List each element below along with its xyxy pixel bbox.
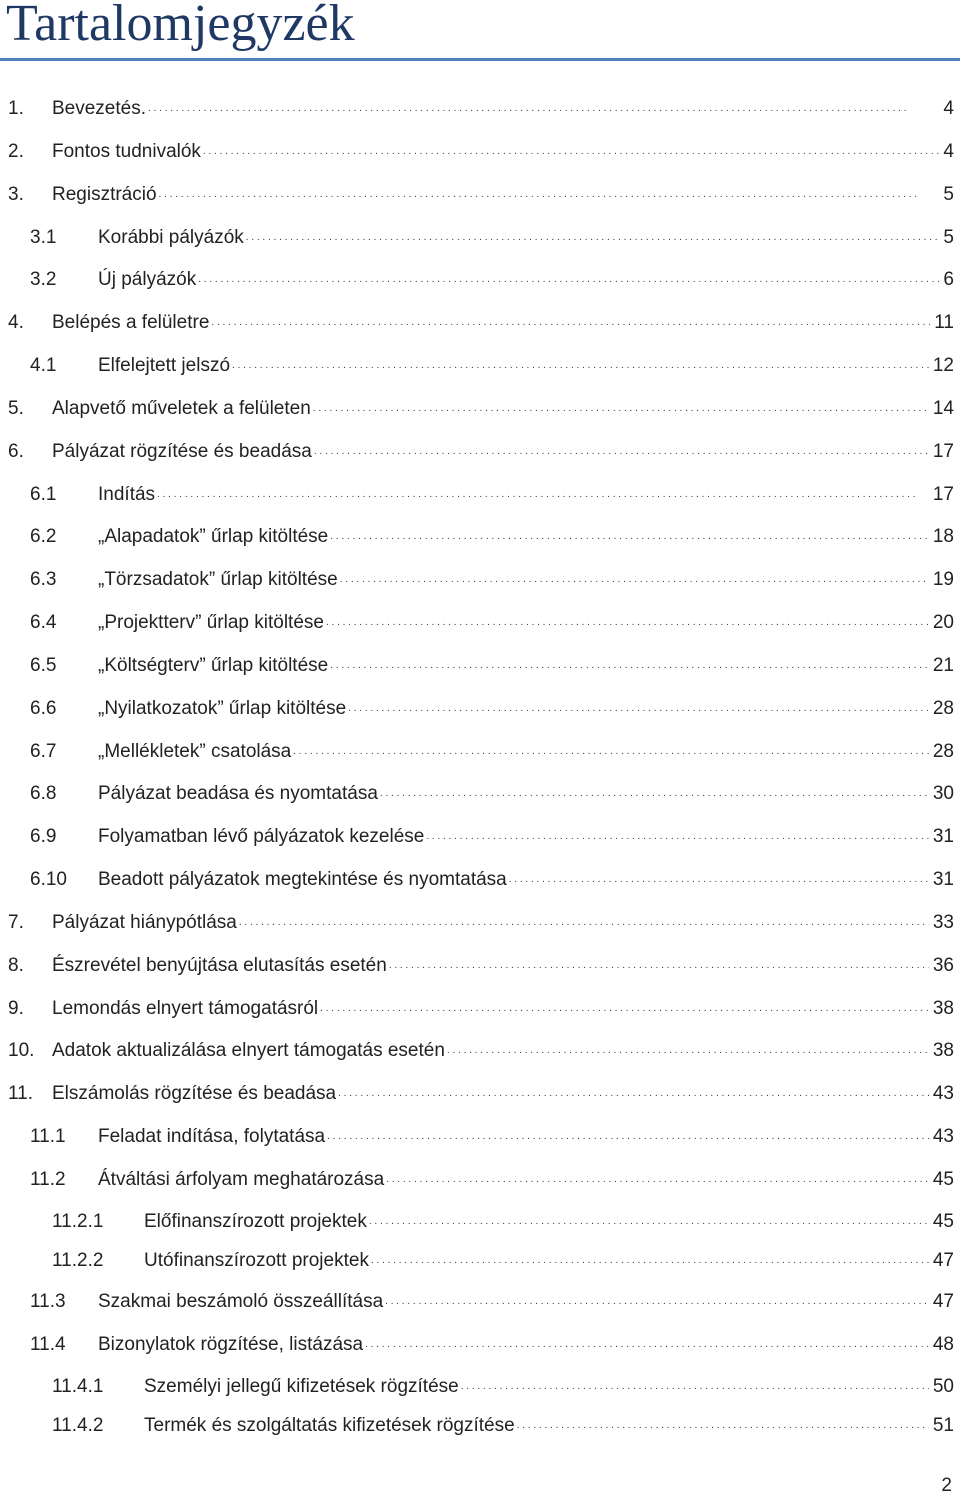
toc-entry-label: Pályázat hiánypótlása [52, 911, 237, 933]
dot-leader [426, 820, 929, 854]
toc-entry-number: 11.4.1 [52, 1376, 104, 1398]
toc-entry-page: 47 [932, 1291, 954, 1313]
dot-leader [203, 135, 940, 169]
dot-leader [369, 1205, 929, 1239]
dot-leader [313, 392, 929, 426]
dot-leader [239, 906, 929, 940]
toc-entry-page: 36 [932, 954, 954, 976]
toc-entry-label: Folyamatban lévő pályázatok kezelése [98, 826, 425, 848]
toc-entry-label: Beadott pályázatok megtekintése és nyomtatása [98, 869, 507, 891]
toc-entry-number: 11.2 [30, 1168, 66, 1190]
toc-entry-page: 31 [932, 826, 954, 848]
toc-entry-label: Elfelejtett jelszó [98, 355, 231, 377]
toc-entry[interactable] [0, 1409, 960, 1443]
toc-entry-page: 43 [932, 1083, 954, 1105]
toc-entry-number: 6.6 [30, 697, 57, 719]
toc-entry[interactable] [0, 221, 960, 255]
toc-entry-page: 18 [932, 526, 954, 548]
dot-leader [348, 692, 929, 726]
toc-entry-label: Új pályázók [98, 269, 197, 291]
toc-entry[interactable] [0, 692, 960, 726]
toc-entry-label: Szakmai beszámoló összeállítása [98, 1291, 384, 1313]
toc-entry-number: 3. [8, 183, 24, 205]
toc-entry-page: 33 [932, 911, 954, 933]
toc-entry-page: 20 [932, 612, 954, 634]
toc-entry-label: Pályázat beadása és nyomtatása [98, 783, 378, 805]
toc-entry[interactable] [0, 1120, 960, 1154]
dot-leader [447, 1034, 929, 1068]
toc-entry-label: Korábbi pályázók [98, 226, 244, 248]
toc-entry-label: „Költségterv” űrlap kitöltése [98, 654, 329, 676]
toc-entry-number: 6.4 [30, 612, 57, 634]
toc-entry[interactable] [0, 1328, 960, 1362]
toc-entry[interactable] [0, 563, 960, 597]
toc-entry-number: 7. [8, 911, 24, 933]
toc-entry-page: 45 [932, 1210, 954, 1232]
toc-entry-label: Lemondás elnyert támogatásról [52, 997, 319, 1019]
toc-entry-page: 47 [932, 1249, 954, 1271]
toc-entry[interactable] [0, 1285, 960, 1319]
toc-entry[interactable] [0, 949, 960, 983]
toc-entry[interactable] [0, 478, 960, 512]
toc-entry-label: Észrevétel benyújtása elutasítás esetén [52, 954, 387, 976]
footer-page-number: 2 [941, 1475, 952, 1496]
toc-entry[interactable] [0, 1163, 960, 1197]
toc-entry-page: 14 [932, 397, 954, 419]
toc-entry-number: 5. [8, 397, 24, 419]
dot-leader [330, 649, 929, 683]
toc-entry-number: 11.2.1 [52, 1210, 104, 1232]
toc-entry-page: 17 [932, 483, 954, 505]
toc-entry[interactable] [0, 992, 960, 1026]
toc-entry[interactable] [0, 1034, 960, 1068]
toc-entry-number: 4. [8, 312, 24, 334]
toc-entry-page: 5 [943, 226, 954, 248]
toc-entry-page: 48 [932, 1334, 954, 1356]
toc-entry[interactable] [0, 735, 960, 769]
toc-entry-number: 6.10 [30, 869, 67, 891]
toc-entry[interactable] [0, 1077, 960, 1111]
toc-entry-number: 8. [8, 954, 24, 976]
toc-entry-page: 6 [943, 269, 954, 291]
toc-entry-number: 6.1 [30, 483, 57, 505]
dot-leader [517, 1409, 929, 1443]
toc-entry[interactable] [0, 863, 960, 897]
toc-entry-label: Pályázat rögzítése és beadása [52, 440, 312, 462]
toc-entry-page: 5 [943, 183, 954, 205]
toc-entry[interactable] [0, 178, 960, 212]
dot-leader [211, 306, 930, 340]
dot-leader [314, 435, 929, 469]
toc-entry-number: 9. [8, 997, 24, 1019]
toc-entry-page: 4 [943, 98, 954, 119]
toc-entry-page: 11 [934, 312, 954, 334]
dot-leader [148, 92, 939, 126]
toc-entry-number: 2. [8, 140, 24, 162]
toc-entry-number: 3.2 [30, 269, 57, 291]
toc-entry[interactable] [0, 1205, 960, 1239]
toc-entry-page: 30 [932, 783, 954, 805]
toc-entry[interactable] [0, 92, 960, 126]
toc-entry[interactable] [0, 649, 960, 683]
dot-leader [159, 178, 940, 212]
page-title: Tartalomjegyzék [6, 0, 355, 52]
toc-entry-number: 11.4 [30, 1334, 66, 1356]
toc-entry-number: 11.2.2 [52, 1249, 104, 1271]
toc-entry-page: 17 [932, 440, 954, 462]
toc-entry-page: 50 [932, 1376, 954, 1398]
toc-entry-label: Elszámolás rögzítése és beadása [52, 1083, 337, 1105]
toc-entry-page: 19 [932, 569, 954, 591]
toc-entry[interactable] [0, 263, 960, 297]
dot-leader [246, 221, 940, 255]
toc-entry-label: Regisztráció [52, 183, 157, 205]
toc-entry-label: Alapvető műveletek a felületen [52, 397, 311, 419]
dot-leader [380, 777, 929, 811]
toc-entry[interactable] [0, 777, 960, 811]
dot-leader [386, 1163, 929, 1197]
toc-entry-label: „Mellékletek” csatolása [98, 740, 292, 762]
toc-entry[interactable] [0, 306, 960, 340]
toc-entry-number: 6.8 [30, 783, 57, 805]
toc-entry-label: „Projektterv” űrlap kitöltése [98, 612, 324, 634]
toc-entry-label: Fontos tudnivalók [52, 140, 201, 162]
dot-leader [327, 1120, 929, 1154]
toc-entry-label: Indítás [98, 483, 156, 505]
toc-entry-number: 6. [8, 440, 24, 462]
toc-entry-label: Belépés a felületre [52, 312, 210, 334]
toc-entry[interactable] [0, 135, 960, 169]
toc-entry-label: Személyi jellegű kifizetések rögzítése [144, 1376, 459, 1398]
dot-leader [232, 349, 929, 383]
dot-leader [157, 478, 929, 512]
toc-entry-page: 28 [932, 740, 954, 762]
toc-entry-label: Utófinanszírozott projektek [144, 1249, 369, 1271]
toc-entry-page: 21 [932, 654, 954, 676]
toc-entry-number: 3.1 [30, 226, 57, 248]
dot-leader [330, 520, 929, 554]
dot-leader [461, 1370, 929, 1404]
toc-entry-page: 4 [943, 140, 954, 162]
toc-entry[interactable] [0, 1244, 960, 1278]
toc-entry-number: 6.5 [30, 654, 57, 676]
toc-entry[interactable] [0, 606, 960, 640]
toc-entry[interactable] [0, 906, 960, 940]
title-underline [0, 58, 960, 61]
dot-leader [389, 949, 929, 983]
toc-entry[interactable] [0, 392, 960, 426]
toc-entry-number: 6.7 [30, 740, 57, 762]
toc-entry-label: „Alapadatok” űrlap kitöltése [98, 526, 329, 548]
toc-entry-label: „Nyilatkozatok” űrlap kitöltése [98, 697, 347, 719]
dot-leader [198, 263, 939, 297]
toc-entry-page: 38 [932, 997, 954, 1019]
toc-entry-label: Feladat indítása, folytatása [98, 1126, 326, 1148]
toc-entry-label: Előfinanszírozott projektek [144, 1210, 367, 1232]
toc-entry-label: Bizonylatok rögzítése, listázása [98, 1334, 364, 1356]
toc-entry-number: 6.3 [30, 569, 57, 591]
toc-entry-page: 31 [932, 869, 954, 891]
dot-leader [509, 863, 929, 897]
toc-entry-number: 1. [8, 98, 24, 119]
toc-entry-number: 10. [8, 1040, 35, 1062]
toc-entry-label: Adatok aktualizálása elnyert támogatás esetén [52, 1040, 445, 1062]
toc-entry-number: 11.4.2 [52, 1415, 104, 1436]
toc-entry-number: 11.3 [30, 1291, 66, 1313]
toc-entry-label: Átváltási árfolyam meghatározása [98, 1168, 385, 1190]
toc-entry-page: 12 [932, 355, 954, 377]
dot-leader [338, 1077, 929, 1111]
toc-entry[interactable] [0, 820, 960, 854]
toc-entry[interactable] [0, 435, 960, 469]
dot-leader [365, 1328, 929, 1362]
toc-entry[interactable] [0, 349, 960, 383]
toc-entry-page: 51 [932, 1415, 954, 1436]
toc-entry-number: 6.9 [30, 826, 57, 848]
dot-leader [326, 606, 929, 640]
toc-entry-page: 45 [932, 1168, 954, 1190]
toc-entry-label: „Törzsadatok” űrlap kitöltése [98, 569, 338, 591]
toc-entry-number: 11.1 [30, 1126, 66, 1148]
dot-leader [293, 735, 929, 769]
toc-entry-number: 6.2 [30, 526, 57, 548]
toc-entry-label: Termék és szolgáltatás kifizetések rögzítése [144, 1415, 515, 1436]
dot-leader [385, 1285, 929, 1319]
toc-entry-number: 11. [8, 1083, 34, 1105]
toc-entry-number: 4.1 [30, 355, 57, 377]
toc-entry[interactable] [0, 520, 960, 554]
toc-entry-page: 28 [932, 697, 954, 719]
dot-leader [371, 1244, 929, 1278]
toc-entry[interactable] [0, 1370, 960, 1404]
toc-entry-page: 43 [932, 1126, 954, 1148]
toc-entry-label: Bevezetés. [52, 98, 146, 119]
toc-entry-page: 38 [932, 1040, 954, 1062]
dot-leader [340, 563, 929, 597]
dot-leader [320, 992, 929, 1026]
